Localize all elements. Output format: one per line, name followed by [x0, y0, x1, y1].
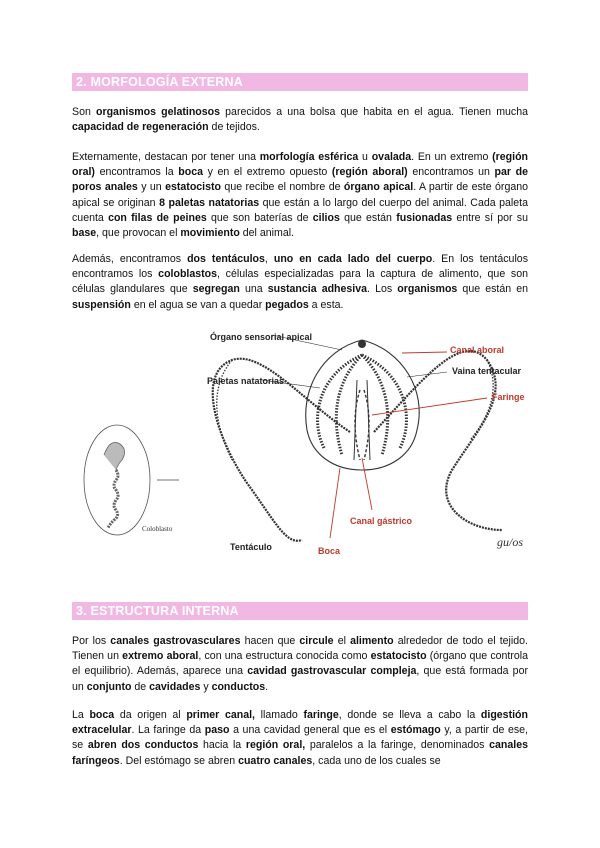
bold-term: canales gastrovasculares: [110, 635, 241, 647]
label-organo-sensorial: Órgano sensorial apical: [210, 332, 313, 342]
bold-term: cavidad gastrovascular compleja: [247, 665, 417, 678]
tentacle-sheath: [355, 390, 369, 460]
bold-term: primer canal,: [186, 709, 255, 721]
bold-term: digestión extracelular: [72, 709, 528, 737]
bold-term: sustancia adhesiva: [267, 283, 368, 296]
bold-term: órgano apical: [343, 181, 414, 194]
label-boca: Boca: [318, 546, 341, 556]
bold-term: fusionadas: [396, 211, 453, 224]
bold-term: faringe: [303, 709, 339, 721]
bold-term: extremo aboral: [122, 650, 199, 663]
pointer-faringe: [372, 398, 487, 415]
label-faringe: Faringe: [492, 392, 525, 402]
bold-term: con filas de peines: [108, 211, 207, 224]
bold-term: conductos: [211, 680, 266, 693]
comb-row-1: [336, 355, 362, 455]
bold-term: canales faríngeos: [72, 739, 528, 767]
bold-term: ovalada: [371, 151, 412, 163]
pointer-canal-gastrico: [362, 458, 372, 510]
section-2-paragraph-3: Además, encontramos dos tentáculos, uno en cada lado del cuerpo. En los tentáculos encontramos los coloblastos, células especializadas para la captura de alimento, que son células glandulares que segregan una sustancia adhesiva. Los organismos que están en suspensión en el agua se van a quedar pegados a esta.: [72, 253, 528, 311]
body-outline: [306, 340, 419, 470]
bold-term: coloblastos: [158, 268, 218, 281]
section-3-paragraph-1: Por los canales gastrovasculares hacen que circule el alimento alrededor de todo el tejido. Tienen un extremo aboral, con una estructura conocida como estatocisto (órgano que controla el equilibrio). Además, aparece una cavidad gastrovascular compleja, que está formada por un conjunto de cavidades y conductos.: [72, 635, 529, 693]
bold-term: morfología esférica: [259, 151, 359, 163]
label-vaina-tentacular: Vaina tentacular: [452, 366, 522, 376]
bold-term: organismos: [397, 283, 458, 296]
bold-term: conjunto: [86, 680, 132, 693]
bold-term: estatocisto: [370, 650, 427, 663]
left-tentacle-inner: [217, 360, 232, 460]
comb-row-2: [362, 355, 388, 455]
bold-term: par de poros anales: [72, 166, 528, 194]
coloblast-spiral: [108, 470, 118, 528]
bold-term: abren dos conductos: [87, 739, 199, 752]
pointer-canal-aboral: [402, 352, 447, 353]
bold-term: (región aboral): [331, 166, 408, 179]
bold-term: cavidades: [149, 680, 201, 693]
ctenophore-diagram: [72, 320, 542, 560]
bold-term: paso: [204, 724, 230, 737]
bold-term: dos tentáculos: [187, 253, 265, 265]
label-tentaculo: Tentáculo: [230, 542, 272, 552]
bold-term: capacidad de regeneración: [72, 121, 209, 134]
bold-term: estómago: [390, 724, 441, 737]
label-paletas-natatorias: Paletas natatorias: [207, 376, 285, 386]
bold-term: base: [72, 227, 97, 240]
section-2-paragraph-1: Son organismos gelatinosos parecidos a una bolsa que habita en el agua. Tienen mucha capacidad de regeneración de tejidos.: [72, 106, 528, 134]
bold-term: región oral,: [245, 739, 306, 752]
bold-term: alimento: [350, 635, 394, 647]
label-coloblasto: Coloblasto: [142, 525, 173, 533]
bold-term: circule: [299, 635, 334, 647]
right-tentacle: [374, 351, 502, 530]
bold-term: uno en cada lado del cuerpo: [273, 253, 433, 265]
artist-signature: gu/os: [497, 535, 524, 549]
section-3-header: 3. ESTRUCTURA INTERNA: [72, 602, 528, 620]
ctenophore-drawing: [72, 320, 542, 560]
section-2-paragraph-2: Externamente, destacan por tener una morfología esférica u ovalada. En un extremo (región oral) encontramos la boca y en el extremo opuesto (región aboral) encontramos un par de poros anales y un estatocisto que recibe el nombre de órgano apical. A partir de este órgano apical se originan 8 paletas natatorias que están a lo largo del cuerpo del animal. Cada paleta cuenta con filas de peines que son baterías de cilios que están fusionadas entre sí por su base, que provocan el movimiento del animal.: [72, 151, 529, 240]
apical-organ: [358, 340, 366, 348]
bold-term: pegados: [265, 298, 309, 311]
bold-term: organismos gelatinosos: [95, 106, 221, 118]
section-3-paragraph-2: La boca da origen al primer canal, llamado faringe, donde se lleva a cabo la digestión extracelular. La faringe da paso a una cavidad general que es el estómago y, a partir de ese, se abren dos conductos hacia la región oral, paralelos a la faringe, denominados canales faríngeos. Del estómago se abren cuatro canales, cada uno de los cuales se: [72, 709, 528, 767]
bold-term: 8 paletas natatorias: [159, 196, 260, 209]
pointer-boca: [330, 468, 340, 538]
bold-term: boca: [178, 166, 203, 179]
bold-term: cuatro canales: [238, 754, 313, 767]
bold-term: boca: [89, 709, 115, 721]
bold-term: movimiento: [180, 227, 240, 240]
bold-term: segregan: [192, 283, 240, 296]
bold-term: suspensión: [72, 298, 131, 311]
coloblast-head: [104, 442, 125, 470]
pharynx-lines: [354, 380, 370, 460]
label-canal-aboral: Canal aboral: [450, 345, 505, 355]
bold-term: (región oral): [72, 151, 529, 179]
section-2-header: 2. MORFOLOGÍA EXTERNA: [72, 73, 528, 91]
bold-term: estatocisto: [165, 181, 222, 194]
bold-term: cilios: [312, 211, 340, 224]
label-canal-gastrico: Canal gástrico: [350, 516, 413, 526]
left-tentacle: [213, 359, 350, 541]
